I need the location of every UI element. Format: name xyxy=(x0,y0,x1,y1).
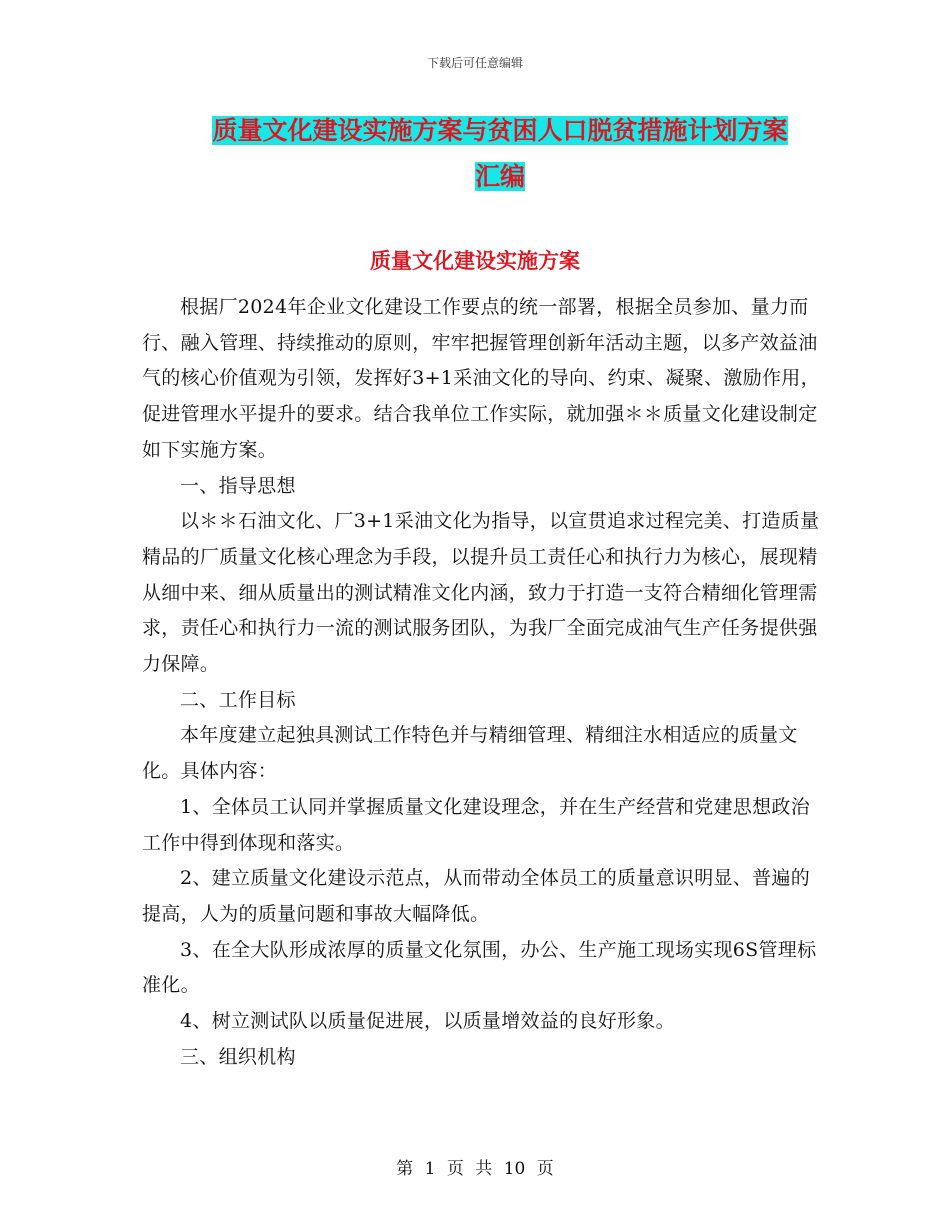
goal-item-4: 4、树立测试队以质量促进展，以质量增效益的良好形象。 xyxy=(180,1010,675,1033)
goal-item-3: 3、在全大队形成浓厚的质量文化氛围，办公、生产施工现场实现6S管理标准化。 xyxy=(142,938,817,997)
section-title: 质量文化建设实施方案 xyxy=(370,248,580,273)
document-body xyxy=(142,290,822,1075)
page-footer: 第 1 页 共 10 页 xyxy=(396,1159,554,1179)
goal-item-2: 2、建立质量文化建设示范点，从而带动全体员工的质量意识明显、普遍的提高，人为的质量问题和事故大幅降低。 xyxy=(142,867,810,925)
goal-item-1: 1、全体员工认同并掌握质量文化建设理念，并在生产经营和党建思想政治工作中得到体现和落实。 xyxy=(142,795,810,854)
heading-organization: 三、组织机构 xyxy=(180,1045,296,1068)
heading-guiding-ideology: 一、指导思想 xyxy=(180,474,296,497)
paragraph-work-goals: 本年度建立起独具测试工作特色并与精细管理、精细注水相适应的质量文化。具体内容： xyxy=(142,724,798,783)
header-note: 下载后可任意编辑 xyxy=(426,56,523,70)
document-title-line-1: 质量文化建设实施方案与贫困人口脱贫措施计划方案 xyxy=(212,116,788,145)
heading-work-goals: 二、工作目标 xyxy=(180,688,296,711)
document-title xyxy=(140,108,860,200)
paragraph-guiding-ideology: 以＊＊石油文化、厂3+1采油文化为指导，以宣贯追求过程完美、打造质量精品的厂质量文化核心理念为手段，以提升员工责任心和执行力为核心，展现精从细中来、细从质量出的测试精准文化内涵，致力于打造一支符合精细化管理需求，责任心和执行力一流的测试服务团队，为我厂全面完成油气生产任务提供强力保障。 xyxy=(142,510,820,676)
paragraph-intro: 根据厂2024年企业文化建设工作要点的统一部署，根据全员参加、量力而行、融入管理、持续推动的原则，牢牢把握管理创新年活动主题，以多产效益油气的核心价值观为引领，发挥好3+1采油文化的导向、约束、凝聚、激励作用，促进管理水平提升的要求。结合我单位工作实际，就加强＊＊质量文化建设制定如下实施方案。 xyxy=(142,296,820,461)
document-title-line-2: 汇编 xyxy=(474,162,525,191)
